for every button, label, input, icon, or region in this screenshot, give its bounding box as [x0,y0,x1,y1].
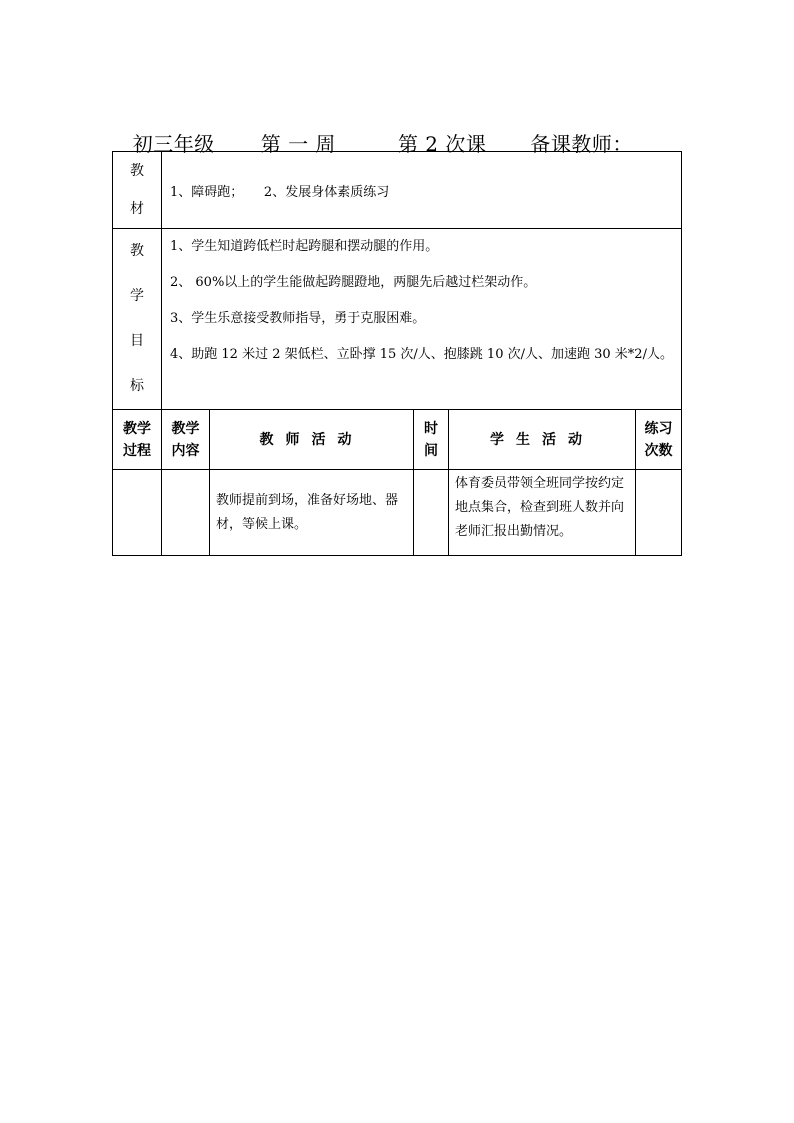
row-content [162,470,210,556]
goals-row [113,229,682,410]
materials-label: 教 材 [113,152,162,229]
lesson-plan-table [112,151,682,556]
row-student-activity: 体育委员带领全班同学按约定地点集合，检查到班人数并向老师汇报出勤情况。 [449,470,636,556]
col-header-content: 教学 内容 [162,410,210,470]
week-label: 第 一 周 [260,132,336,156]
col-header-teacher-activity: 教师活动 [210,410,414,470]
materials-text: 1、障碍跑； 2、发展身体素质练习 [170,184,390,200]
goals-content [162,229,682,410]
row-teacher-activity: 教师提前到场，准备好场地、器材，等候上课。 [210,470,414,556]
materials-row [113,152,682,229]
column-header-row [113,410,682,470]
row-process [113,470,162,556]
lesson-header [119,104,633,156]
goal-item: 4、助跑 12 米过 2 架低栏、立卧撑 15 次/人、抱膝跳 10 次/人、加速跑 30 米*2/人。 [170,347,673,362]
col-header-practice-count: 练习 次数 [636,410,682,470]
goals-label: 教 学 目 标 [113,229,162,410]
materials-content [162,152,682,229]
col-header-time: 时 间 [414,410,449,470]
grade-label: 初三年级 [132,132,215,156]
goal-item: 1、学生知道跨低栏时起跨腿和摆动腿的作用。 [170,239,439,254]
goal-item: 2、 60%以上的学生能做起跨腿蹬地，两腿先后越过栏架动作。 [170,275,537,290]
col-header-process: 教学 过程 [113,410,162,470]
lesson-number-label: 第 2 次课 [397,132,487,156]
row-time [414,470,449,556]
col-header-student-activity: 学生活动 [449,410,636,470]
goal-item: 3、学生乐意接受教师指导，勇于克服困难。 [170,311,426,326]
row-practice-count [636,470,682,556]
teacher-label: 备课教师： [530,132,633,156]
table-row [113,470,682,556]
